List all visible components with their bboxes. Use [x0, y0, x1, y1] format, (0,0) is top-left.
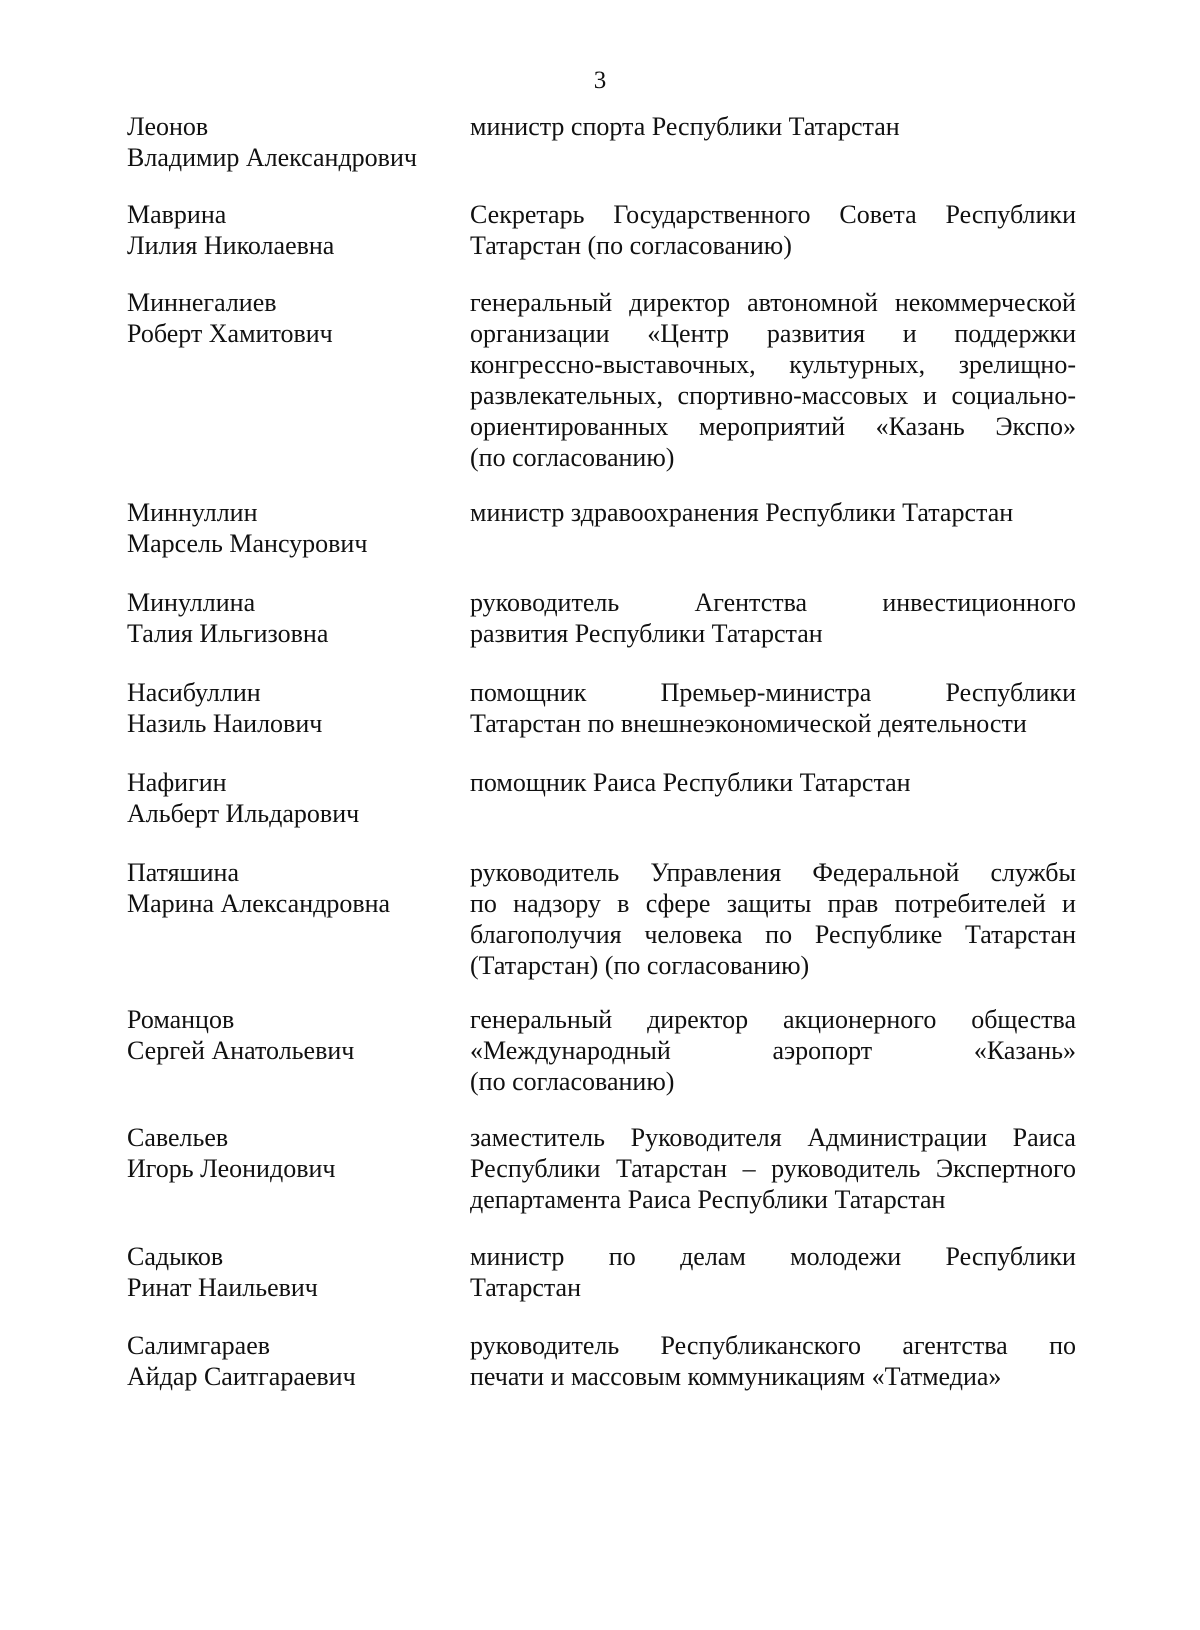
member-given-names: Лилия Николаевна [127, 231, 335, 260]
position-line [470, 287, 1076, 318]
member-given-names: Марина Александровна [127, 889, 391, 918]
word: руководитель [771, 1154, 921, 1183]
position-line [470, 587, 1076, 618]
position-line: помощник Раиса Республики Татарстан [470, 768, 911, 797]
member-surname: Насибуллин [127, 678, 261, 707]
member-given-names: Ринат Наильевич [127, 1273, 318, 1302]
member-position [470, 199, 1076, 261]
word: мероприятий [699, 412, 846, 441]
word: службы [990, 858, 1076, 887]
word: Руководителя [630, 1123, 782, 1152]
word: руководитель [470, 1331, 620, 1360]
word: Татарстан [965, 920, 1076, 949]
word: Республики [470, 1154, 601, 1183]
member-name [127, 1241, 457, 1303]
position-line [470, 318, 1076, 349]
word: директор [629, 288, 731, 317]
member-position [470, 767, 1076, 798]
member-position [470, 857, 1076, 981]
word: автономной [747, 288, 878, 317]
position-line: министр здравоохранения Республики Татарстан [470, 498, 1014, 527]
position-line: департамента Раиса Республики Татарстан [470, 1185, 946, 1214]
word: помощник [470, 678, 587, 707]
position-line [470, 199, 1076, 230]
word: Администрации [807, 1123, 988, 1152]
word: Федеральной [812, 858, 960, 887]
position-line [470, 1122, 1076, 1153]
position-line: развития Республики Татарстан [470, 619, 823, 648]
word: министр [470, 1242, 565, 1271]
member-surname: Патяшина [127, 858, 240, 887]
position-line [470, 1004, 1076, 1035]
word: директор [647, 1005, 749, 1034]
word: Управления [650, 858, 782, 887]
member-surname: Леонов [127, 112, 209, 141]
word: Раиса [1012, 1123, 1076, 1152]
word: молодежи [790, 1242, 902, 1271]
word: «Центр [647, 319, 730, 348]
member-name [127, 587, 457, 649]
word: «Казань [875, 412, 965, 441]
word: Государственного [613, 200, 811, 229]
position-line [470, 411, 1076, 442]
position-line [470, 857, 1076, 888]
member-surname: Нафигин [127, 768, 227, 797]
word: социально- [951, 381, 1076, 410]
member-surname: Савельев [127, 1123, 229, 1152]
member-given-names: Сергей Анатольевич [127, 1036, 355, 1065]
member-surname: Миннегалиев [127, 288, 277, 317]
member-name [127, 1122, 457, 1184]
member-position [470, 111, 1076, 142]
member-given-names: Назиль Наилович [127, 709, 323, 738]
word: – [742, 1154, 756, 1183]
word: и [922, 381, 937, 410]
position-line [470, 888, 1076, 919]
position-line: Татарстан [470, 1273, 581, 1302]
member-name [127, 287, 457, 349]
member-surname: Романцов [127, 1005, 235, 1034]
member-position [470, 1122, 1076, 1215]
position-line [470, 919, 1076, 950]
word: и [1062, 889, 1076, 918]
word: Татарстан [616, 1154, 727, 1183]
word: Республиканского [660, 1331, 861, 1360]
word: руководитель [470, 858, 620, 887]
member-name [127, 767, 457, 829]
member-surname: Маврина [127, 200, 227, 229]
word: некоммерческой [894, 288, 1076, 317]
word: зрелищно- [958, 350, 1076, 379]
word: и [902, 319, 917, 348]
member-given-names: Альберт Ильдарович [127, 799, 360, 828]
member-surname: Салимгараев [127, 1331, 271, 1360]
word: потребителей [894, 889, 1046, 918]
word: защиты [726, 889, 812, 918]
member-given-names: Роберт Хамитович [127, 319, 333, 348]
position-line [470, 1330, 1076, 1361]
member-given-names: Талия Ильгизовна [127, 619, 329, 648]
word: конгрессно-выставочных, [470, 350, 756, 379]
member-position [470, 1241, 1076, 1303]
word: Республики [945, 1242, 1076, 1271]
word: Совета [839, 200, 917, 229]
word: заместитель [470, 1123, 606, 1152]
word: спортивно-массовых [677, 381, 909, 410]
member-name [127, 199, 457, 261]
word: культурных, [789, 350, 926, 379]
member-position [470, 677, 1076, 739]
word: человека [644, 920, 743, 949]
member-name [127, 857, 457, 919]
position-line: Татарстан (по согласованию) [470, 231, 792, 260]
word: Экспо» [995, 412, 1076, 441]
member-surname: Миннуллин [127, 498, 258, 527]
member-given-names: Владимир Александрович [127, 143, 417, 172]
word: благополучия [470, 920, 622, 949]
member-given-names: Игорь Леонидович [127, 1154, 336, 1183]
position-line: министр спорта Республики Татарстан [470, 112, 900, 141]
word: руководитель [470, 588, 620, 617]
word: Республики [945, 678, 1076, 707]
position-line: Татарстан по внешнеэкономической деятельности [470, 709, 1027, 738]
position-line [470, 1035, 1076, 1066]
word: Премьер-министра [660, 678, 872, 707]
word: ориентированных [470, 412, 669, 441]
word: инвестиционного [882, 588, 1076, 617]
member-name [127, 111, 457, 173]
page-number: 3 [593, 67, 607, 94]
word: Республики [945, 200, 1076, 229]
position-line [470, 1241, 1076, 1272]
word: генеральный [470, 288, 613, 317]
member-surname: Минуллина [127, 588, 256, 617]
word: по [470, 889, 497, 918]
position-line [470, 1153, 1076, 1184]
word: в [617, 889, 630, 918]
member-given-names: Айдар Саитгараевич [127, 1362, 356, 1391]
position-line: печати и массовым коммуникациям «Татмедиа» [470, 1362, 1002, 1391]
word: делам [680, 1242, 746, 1271]
position-line: (Татарстан) (по согласованию) [470, 951, 810, 980]
word: генеральный [470, 1005, 613, 1034]
position-line [470, 677, 1076, 708]
position-line: (по согласованию) [470, 1067, 675, 1096]
word: прав [827, 889, 879, 918]
word: Секретарь [470, 200, 585, 229]
member-name [127, 1004, 457, 1066]
member-given-names: Марсель Мансурович [127, 529, 368, 558]
member-position [470, 497, 1076, 528]
member-position [470, 1004, 1076, 1097]
word: надзору [513, 889, 601, 918]
word: развлекательных, [470, 381, 663, 410]
word: Агентства [694, 588, 808, 617]
word: организации [470, 319, 610, 348]
member-name [127, 677, 457, 739]
word: по [765, 920, 793, 949]
member-position [470, 1330, 1076, 1392]
word: развития [766, 319, 866, 348]
word: по [608, 1242, 636, 1271]
member-surname: Садыков [127, 1242, 224, 1271]
word: сфере [645, 889, 711, 918]
position-line: (по согласованию) [470, 443, 675, 472]
word: агентства [902, 1331, 1008, 1360]
member-position [470, 287, 1076, 473]
member-name [127, 1330, 457, 1392]
word: общества [971, 1005, 1076, 1034]
member-name [127, 497, 457, 559]
word: по [1049, 1331, 1076, 1360]
word: акционерного [782, 1005, 937, 1034]
position-line [470, 349, 1076, 380]
word: поддержки [954, 319, 1076, 348]
word: аэропорт [772, 1036, 873, 1065]
word: Экспертного [935, 1154, 1076, 1183]
word: Республике [814, 920, 943, 949]
position-line [470, 380, 1076, 411]
word: «Международный [470, 1036, 671, 1065]
member-position [470, 587, 1076, 649]
word: «Казань» [973, 1036, 1076, 1065]
